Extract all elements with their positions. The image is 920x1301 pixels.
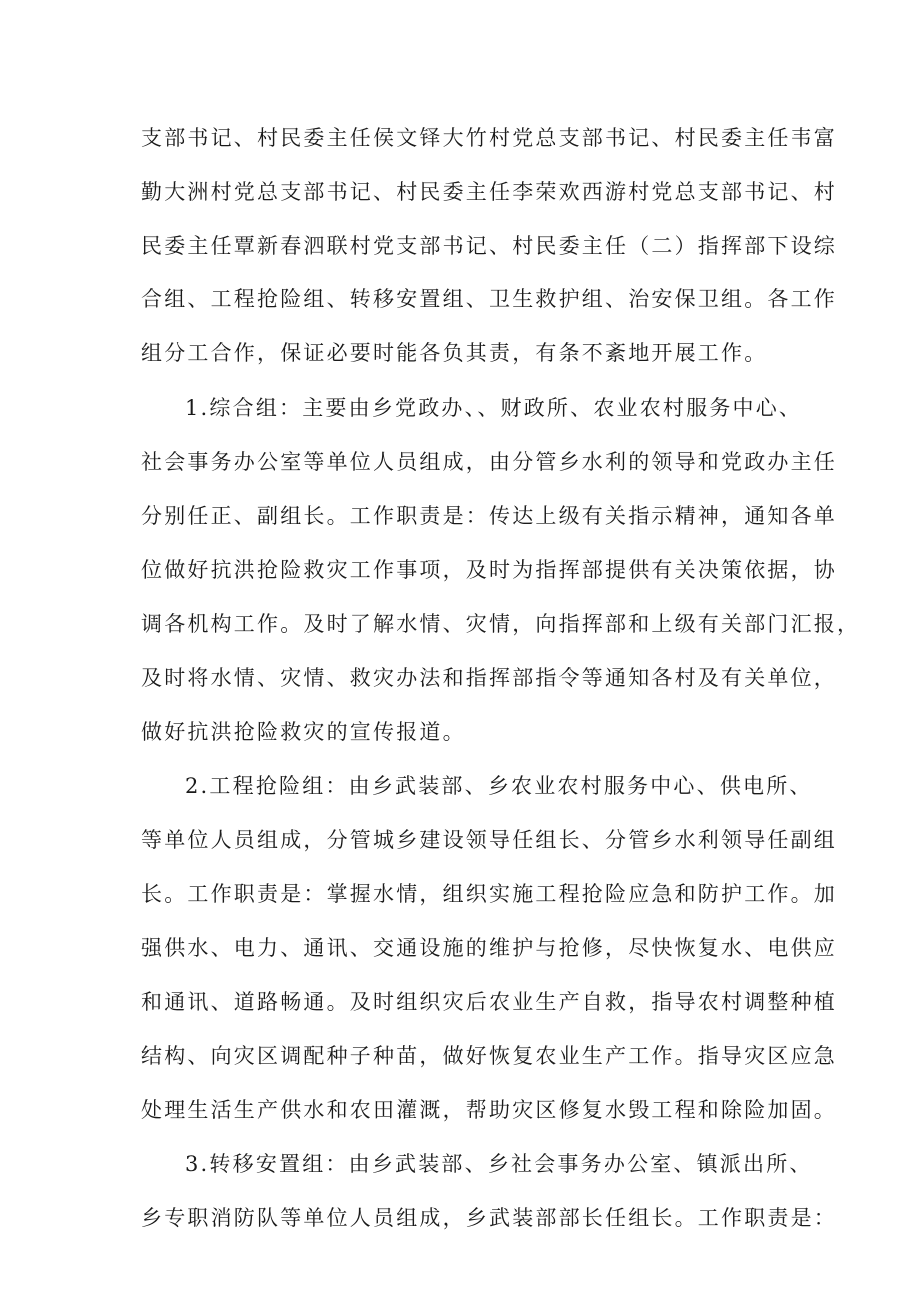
section-heading-line: 3.转移安置组：由乡武装部、乡社会事务办公室、镇派出所、 xyxy=(185,1152,813,1176)
text-line: 社会事务办公室等单位人员组成，由分管乡水利的领导和党政办主任 xyxy=(141,450,837,474)
text-line: 组分工合作，保证必要时能各负其责，有条不紊地开展工作。 xyxy=(141,341,768,365)
text-line: 位做好抗洪抢险救灾工作事项，及时为指挥部提供有关决策依据，协 xyxy=(141,558,837,582)
text-line: 及时将水情、灾情、救灾办法和指挥部指令等通知各村及有关单位， xyxy=(141,666,837,690)
section-heading-line: 2.工程抢险组：由乡武装部、乡农业农村服务中心、供电所、 xyxy=(185,774,813,798)
text-line: 强供水、电力、通讯、交通设施的维护与抢修，尽快恢复水、电供应 xyxy=(141,936,837,960)
text-line: 合组、工程抢险组、转移安置组、卫生救护组、治安保卫组。各工作 xyxy=(141,287,837,311)
section-heading-line: 1.综合组：主要由乡党政办、、财政所、农业农村服务中心、 xyxy=(185,396,803,420)
text-line: 等单位人员组成，分管城乡建设领导任组长、分管乡水利领导任副组 xyxy=(141,828,837,852)
text-line: 分别任正、副组长。工作职责是：传达上级有关指示精神，通知各单 xyxy=(141,504,837,528)
text-line: 结构、向灾区调配种子种苗，做好恢复农业生产工作。指导灾区应急 xyxy=(141,1044,837,1068)
text-line: 做好抗洪抢险救灾的宣传报道。 xyxy=(141,720,466,744)
text-line: 支部书记、村民委主任侯文铎大竹村党总支部书记、村民委主任韦富 xyxy=(141,126,837,150)
text-line: 勤大洲村党总支部书记、村民委主任李荣欢西游村党总支部书记、村 xyxy=(141,180,837,204)
text-line: 和通讯、道路畅通。及时组织灾后农业生产自救，指导农村调整种植 xyxy=(141,990,837,1014)
text-line: 乡专职消防队等单位人员组成，乡武装部部长任组长。工作职责是： xyxy=(141,1206,837,1230)
text-line: 民委主任覃新春泗联村党支部书记、村民委主任（二）指挥部下设综 xyxy=(141,234,837,258)
text-line: 长。工作职责是：掌握水情，组织实施工程抢险应急和防护工作。加 xyxy=(141,882,837,906)
text-line: 调各机构工作。及时了解水情、灾情，向指挥部和上级有关部门汇报， xyxy=(141,612,861,636)
text-line: 处理生活生产供水和农田灌溉，帮助灾区修复水毁工程和除险加固。 xyxy=(141,1098,837,1122)
